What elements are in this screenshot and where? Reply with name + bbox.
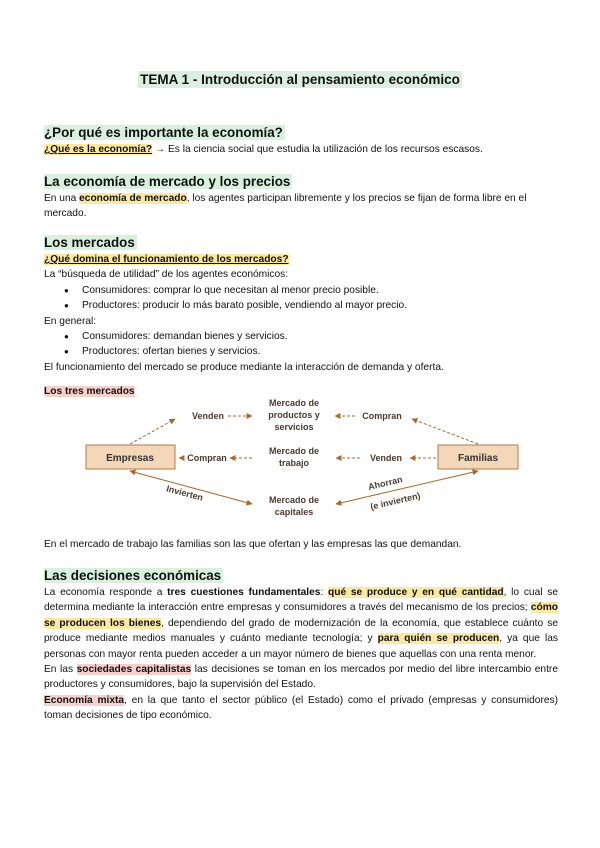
svg-text:servicios: servicios [274, 422, 314, 432]
three-markets-diagram [80, 392, 530, 527]
diagram-caption-block [44, 537, 558, 552]
term-highlight: economía de mercado [79, 193, 187, 204]
svg-text:Mercado de: Mercado de [268, 398, 320, 408]
arrow-empresas-venden [130, 419, 175, 444]
section-heading: Los mercados [44, 235, 135, 250]
section-importance [44, 124, 558, 157]
intro-text: La “búsqueda de utilidad” de los agentes económicos: [44, 269, 289, 281]
venden-top-label: Venden [191, 411, 225, 421]
svg-text:Mercado de: Mercado de [268, 446, 320, 456]
capitalist-paragraph: En las sociedades capitalistas las decisiones se toman en los mercados por medio del libre intercambio entre productores y consumidores, bajo la supervisión del Estado. [44, 664, 558, 691]
list-item: ● Productores: producir lo más barato posible, vendiendo al mayor precio. [82, 298, 558, 313]
mercado-capitales-label [269, 495, 319, 517]
highlight-que: qué se produce y en qué cantidad [328, 587, 504, 598]
mercado-productos-label [268, 398, 320, 432]
utility-list [44, 283, 558, 314]
mercado-trabajo-label [269, 446, 319, 468]
svg-text:productos y: productos y [268, 410, 320, 420]
general-text: En general: [44, 315, 97, 327]
closing-text: El funcionamiento del mercado se produce mediante la interacción de demanda y oferta. [44, 361, 444, 373]
section-heading: ¿Por qué es importante la economía? [44, 125, 283, 140]
diagram-caption: En el mercado de trabajo las familias son las que ofertan y las empresas las que demandan. [44, 539, 462, 550]
list-item: ● Consumidores: demandan bienes y servicios. [82, 329, 558, 344]
venden-mid-label: Venden [369, 453, 403, 463]
document-title [0, 72, 600, 87]
list-item: ● Productores: ofertan bienes y servicios. [82, 344, 558, 359]
ahorran-note-label: (e invierten) [369, 490, 422, 512]
section-markets [44, 234, 558, 375]
diagram-label: Los tres mercados [44, 386, 135, 397]
decisions-paragraph: La economía responde a tres cuestiones fundamentales: qué se produce y en qué cantidad, lo cual se determina mediante la interacción entre empresas y consumidores a través del mecanismo de los precios; cómo se producen los bienes, dependiendo del grado de modernización de la economía, que establece cuánto se produce mediante medios manuales y cuánto mediante tecnología; y para quién se producen, ya que las personas con mayor renta pueden acceder a un mayor número de bienes que aquellas con una renta menor. [44, 587, 559, 660]
title-text: TEMA 1 - Introducción al pensamiento económico [140, 72, 460, 87]
highlight-como: cómo se producen los bienes [44, 602, 558, 629]
answer-text: → Es la ciencia social que estudia la utilización de los recursos escasos. [152, 144, 483, 155]
ahorran-label: Ahorran [367, 474, 404, 492]
subheading: ¿Qué domina el funcionamiento de los mercados? [44, 254, 289, 265]
general-list [44, 329, 558, 360]
compran-mid-label: Compran [187, 453, 227, 463]
section-economic-decisions [44, 567, 558, 724]
bold-term: tres cuestiones fundamentales [167, 587, 321, 598]
svg-text:Mercado de: Mercado de [268, 495, 320, 505]
definition-paragraph [44, 142, 558, 157]
invierten-label: Invierten [165, 483, 205, 503]
svg-text:capitales: capitales [274, 507, 314, 517]
empresas-label: Empresas [106, 453, 154, 464]
mixed-economy-paragraph: Economía mixta, en la que tanto el sector público (el Estado) como el privado (empresas y consumidores) toman decisiones de tipo económico. [44, 694, 558, 722]
compran-top-label: Compran [362, 411, 402, 421]
question-highlight: ¿Qué es la economía? [44, 144, 153, 155]
arrow-familias-compran [412, 419, 478, 444]
highlight-economia-mixta: Economía mixta [44, 694, 125, 706]
svg-text:trabajo: trabajo [278, 458, 310, 468]
familias-label: Familias [457, 453, 499, 464]
highlight-para-quien: para quién se producen [377, 633, 500, 645]
section-heading: Las decisiones económicas [44, 568, 222, 583]
section-heading: La economía de mercado y los precios [44, 174, 291, 189]
list-item: ● Consumidores: comprar lo que necesitan al menor precio posible. [82, 283, 558, 298]
highlight-sociedades: sociedades capitalistas [76, 664, 192, 676]
section-market-economy [44, 173, 558, 222]
market-economy-paragraph: En una economía de mercado, los agentes participan libremente y los precios se fijan de forma libre en el mercado. [44, 193, 527, 220]
